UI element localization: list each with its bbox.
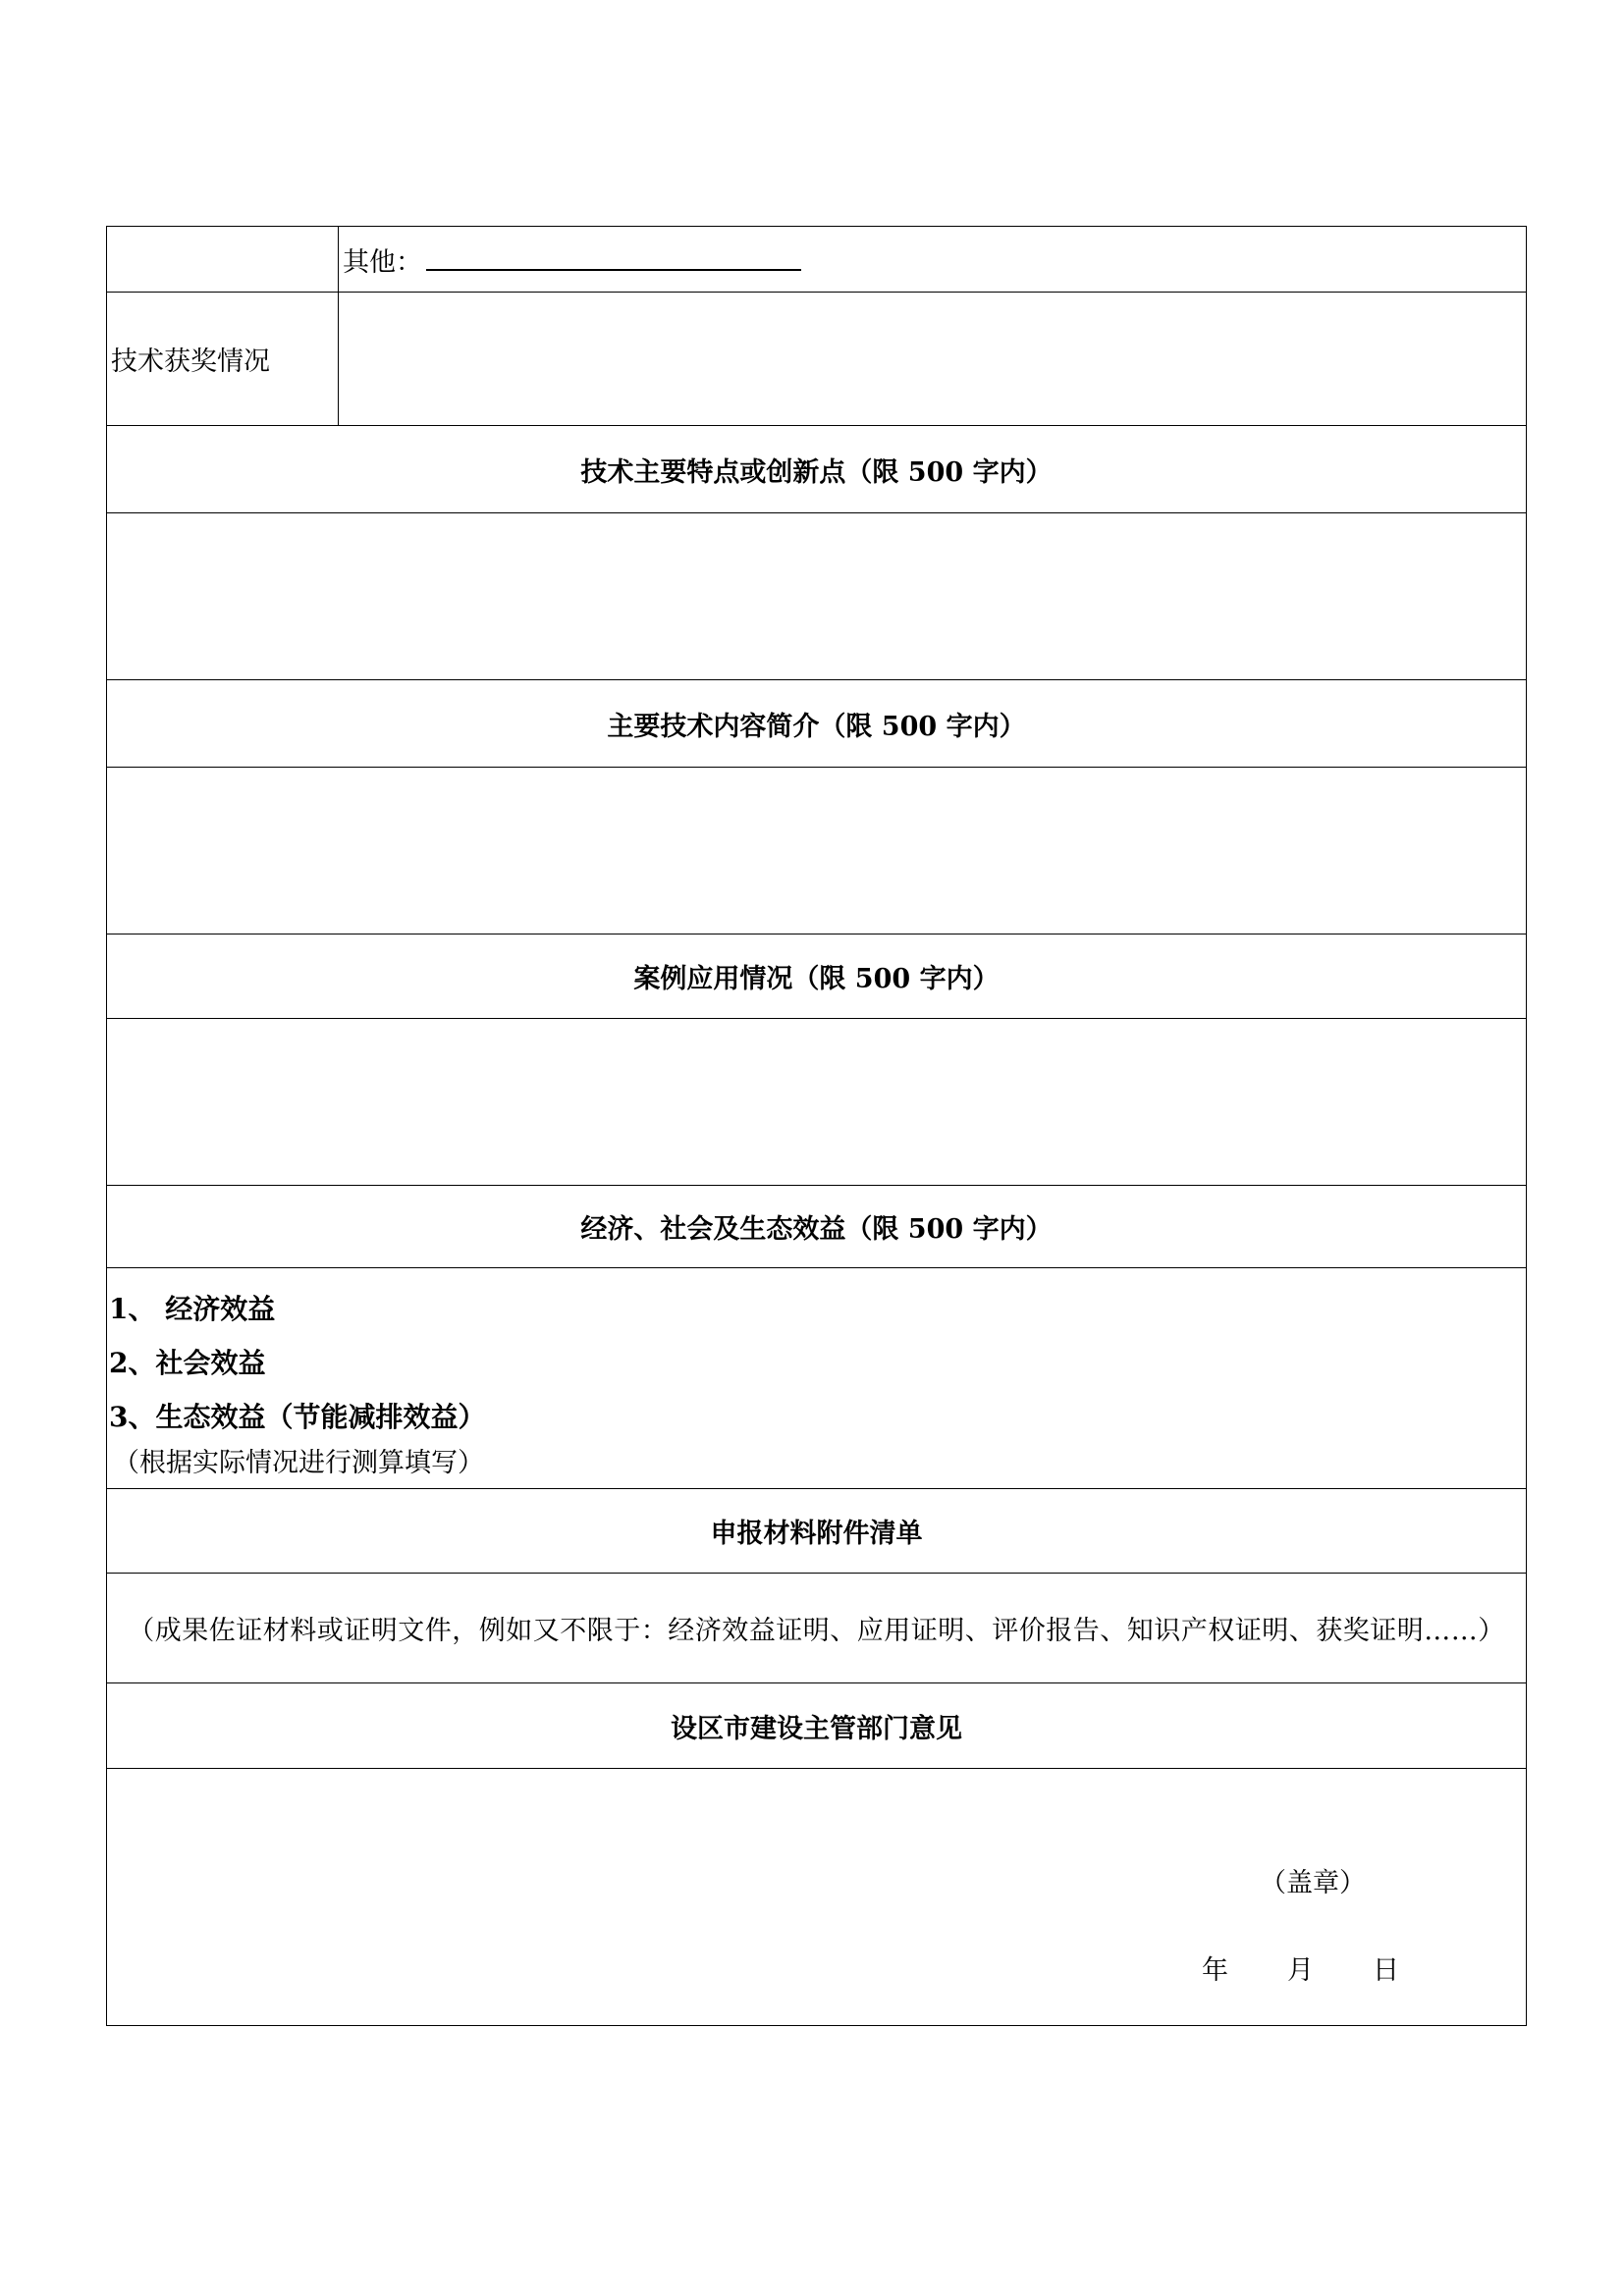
benefits-title-row [107, 1186, 1527, 1268]
stamp-label: （盖章） [1260, 1868, 1366, 1898]
benefits-body-row [107, 1268, 1527, 1489]
award-value-cell[interactable] [339, 293, 1527, 426]
cases-section-title: 案例应用情况（限 500 字内） [107, 934, 1527, 1019]
content-body-row [107, 768, 1527, 934]
content-title-row [107, 680, 1527, 768]
award-label: 技术获奖情况 [107, 293, 339, 426]
other-row-value-cell [339, 227, 1527, 293]
attachments-note[interactable]: （成果佐证材料或证明文件，例如又不限于：经济效益证明、应用证明、评价报告、知识产权证明、获奖证明……） [107, 1574, 1527, 1683]
benefit-economic: 1、 经济效益 [109, 1293, 276, 1325]
features-title-row [107, 426, 1527, 513]
content-body-cell[interactable] [107, 768, 1527, 934]
benefit-ecological: 3、生态效益（节能减排效益） [109, 1401, 486, 1433]
benefits-body-cell[interactable] [107, 1268, 1527, 1489]
attachments-section-title: 申报材料附件清单 [107, 1489, 1527, 1574]
other-prefix: 其他： [343, 246, 422, 278]
benefit-social: 2、社会效益 [109, 1347, 266, 1379]
opinion-title-row [107, 1683, 1527, 1769]
year-label: 年 [1202, 1955, 1228, 1986]
other-row-label-cell [107, 227, 339, 293]
attachments-body-row [107, 1574, 1527, 1683]
cases-title-row [107, 934, 1527, 1019]
features-content-row [107, 513, 1527, 680]
opinion-section-title: 设区市建设主管部门意见 [107, 1683, 1527, 1769]
application-form-table [106, 226, 1527, 2026]
day-label: 日 [1373, 1955, 1399, 1986]
opinion-body-row [107, 1769, 1527, 2026]
cases-body-row [107, 1019, 1527, 1186]
attachments-title-row [107, 1489, 1527, 1574]
benefits-note: （根据实际情况进行测算填写） [113, 1448, 484, 1478]
month-label: 月 [1287, 1955, 1314, 1986]
other-input-line[interactable] [426, 245, 801, 271]
features-section-title: 技术主要特点或创新点（限 500 字内） [107, 426, 1527, 513]
date-line [1202, 1949, 1399, 1987]
features-content-cell[interactable] [107, 513, 1527, 680]
opinion-body-cell[interactable] [107, 1769, 1527, 2026]
award-row [107, 293, 1527, 426]
content-section-title: 主要技术内容简介（限 500 字内） [107, 680, 1527, 768]
other-row [107, 227, 1527, 293]
cases-body-cell[interactable] [107, 1019, 1527, 1186]
benefits-section-title: 经济、社会及生态效益（限 500 字内） [107, 1186, 1527, 1268]
